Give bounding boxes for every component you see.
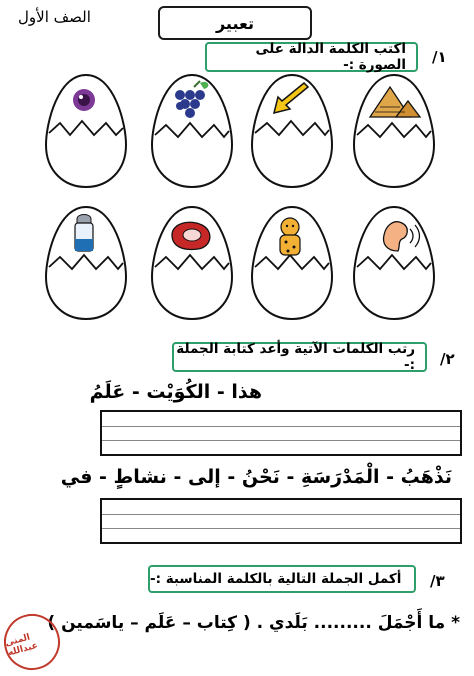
egg-salt: [44, 205, 128, 321]
stamp-text: المنى عبدالله: [4, 632, 40, 659]
egg-grapes: [150, 73, 234, 189]
meat-icon: [172, 222, 210, 249]
question-1-instruction: اكتب الكلمة الدالة على الصورة :-: [255, 41, 406, 73]
egg-meat: [150, 205, 234, 321]
question-1-number: /١: [432, 48, 447, 66]
egg-pyramids: [352, 73, 436, 189]
words-line-1: هذا - الكُوَيْت - عَلَمُ: [89, 381, 262, 403]
page-title: تعبير: [158, 6, 312, 40]
question-2-instruction-box: [172, 342, 427, 372]
sentence-line: * ما أَجْمَلَ ......... بَلَدي . ( كِتاب – عَلَم – ياسَمين ): [47, 613, 460, 633]
question-1-instruction-box: [205, 42, 418, 72]
salt-shaker-icon: [75, 215, 93, 252]
leopard-icon: [280, 218, 300, 255]
question-2-instruction: رتب الكلمات الآتية وأعد كتابة الجملة :-: [176, 341, 415, 373]
question-2-number: /٢: [440, 350, 455, 368]
egg-arrow: [250, 73, 334, 189]
eye-icon: [73, 89, 95, 111]
answer-box-1[interactable]: [100, 410, 462, 456]
words-line-2: نَذْهَبُ - الْمَدْرَسَةِ - نَحْنُ - إلى - نشاطٍ - في: [60, 466, 452, 488]
grade-label: الصف الأول: [18, 8, 91, 26]
question-3-number: /٣: [430, 572, 445, 590]
answer-box-2[interactable]: [100, 498, 462, 544]
question-3-instruction-box: [148, 565, 416, 593]
egg-ear: [352, 205, 436, 321]
egg-eye: [44, 73, 128, 189]
question-3-instruction: أكمل الجملة التالية بالكلمة المناسبة :-: [150, 571, 402, 587]
egg-leopard: [250, 205, 334, 321]
